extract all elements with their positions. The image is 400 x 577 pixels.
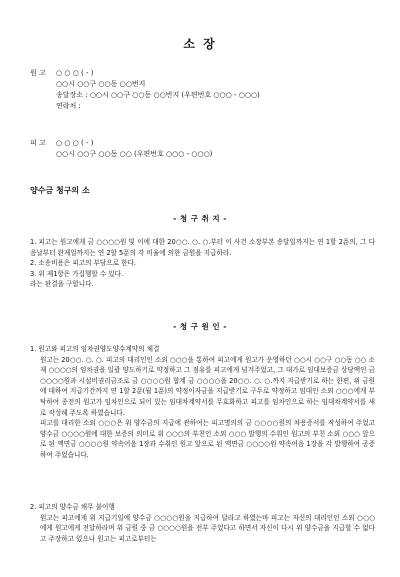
plaintiff-label: 원 고 bbox=[30, 69, 46, 77]
cause-section-2 bbox=[30, 502, 375, 544]
document-title: 소 장 bbox=[183, 37, 217, 51]
section-body: 피고를 대리한 소외 ○○○은 위 양수금의 지급에 관하여는 피고명의의 금 ○○○○원의 차용증서를 작성하여 주었고 양수금 ○○○○원에 대한 보증의 의미로 위 ○○○의 부친인 소외 ○○○ 발행의 수취인 원고의 부친 소외 ○○○ 앞으로 된 액면금 ○○○○원 약속어음 1장과 수취인 원고 앞으로 된 액면금 ○○○○원 약속어음 1장을 각 발행하여 공증하여 주었습니다. bbox=[40, 419, 375, 459]
plaintiff-block bbox=[30, 68, 260, 112]
claim-title: 양수금 청구의 소 bbox=[30, 186, 90, 195]
purpose-item: 2. 소송비용은 피고의 부담으로 한다. bbox=[30, 259, 136, 268]
plaintiff-service-address: 송달장소 : ○○시 ○○구 ○○동 ○○번지 (우편번호 ○○○ - ○○○) bbox=[56, 91, 260, 99]
cause-heading: - 청 구 원 인 - bbox=[173, 322, 227, 331]
defendant-label: 피 고 bbox=[30, 139, 46, 147]
section-title: 2. 피고의 양수금 채무 불이행 bbox=[30, 503, 115, 511]
section-title: 1. 원고와 피고의 임차권양도양수계약의 체결 bbox=[30, 345, 160, 353]
cause-section-1 bbox=[30, 344, 375, 461]
plaintiff-address: ○○시 ○○구 ○○동 ○○번지 bbox=[56, 80, 146, 88]
defendant-block bbox=[30, 138, 212, 160]
plaintiff-contact: 연락처 : bbox=[56, 102, 81, 110]
plaintiff-name: ○ ○ ○ ( - ) bbox=[56, 69, 94, 77]
section-body: 원고는 20○○. ○. ○. 피고의 대리인인 소외 ○○○을 통하여 피고에게 원고가 운영하던 ○○시 ○○구 ○○동 ○○ 소재 ○○○○의 임차권을 일괄 양도하기로 약정하고 그 점유를 피고에게 넘겨주었고, 그 대가로 임대보증금 상당액인 금 ○○○○원과 시설비권리금조로 금 ○○○○원 합계 금 ○○○○을 20○○. ○. ○.까지 지급받기로 하는 한편, 위 금원에 대하여 지급기간까지 연 1할 2푼(월 1푼)의 약정이자금을 지급받기로 구두로 약정하고 임대인 소외 ○○○에게 부탁하여 종전의 원고가 임차인으로 되어 있는 임대차계약서를 무효화하고 피고를 임차인으로 하는 임대차계약서를 새로 작성해 주도록 하였습니다. bbox=[40, 355, 375, 417]
defendant-address: ○○시 ○○구 ○○동 ○○ (우편번호 ○○○ - ○○○) bbox=[56, 150, 213, 158]
purpose-item: 1. 피고는 원고에게 금 ○○○○원 및 이에 대한 20○○. ○. ○.부터 이 사건 소장부본 송달일까지는 연 1할 2푼의, 그 다음날부터 완제일까지는 연 2할 5푼의 각 비율에 의한 금원을 지급하라. bbox=[30, 238, 375, 257]
purpose-list bbox=[30, 237, 375, 290]
purpose-item: 3. 위 제1항은 가집행할 수 있다. bbox=[30, 269, 124, 278]
section-body: 원고는 피고에게 위 지급기일에 양수금 ○○○○원을 지급하여 달라고 하였는바 피고는 자신의 대리인인 소외 ○○○에게 원고에게 전달하라며 위 금원 중 금 ○○○○원을 전부 주었다고 하면서 자신이 다시 위 양수금을 지급할 수 없다고 주장하고 있으나 원고는 피고로부터는 bbox=[40, 513, 375, 543]
defendant-name: ○ ○ ○ ( - ) bbox=[56, 139, 94, 147]
purpose-heading: - 청 구 취 지 - bbox=[173, 214, 227, 223]
purpose-item: 라는 판결을 구합니다. bbox=[30, 280, 94, 289]
